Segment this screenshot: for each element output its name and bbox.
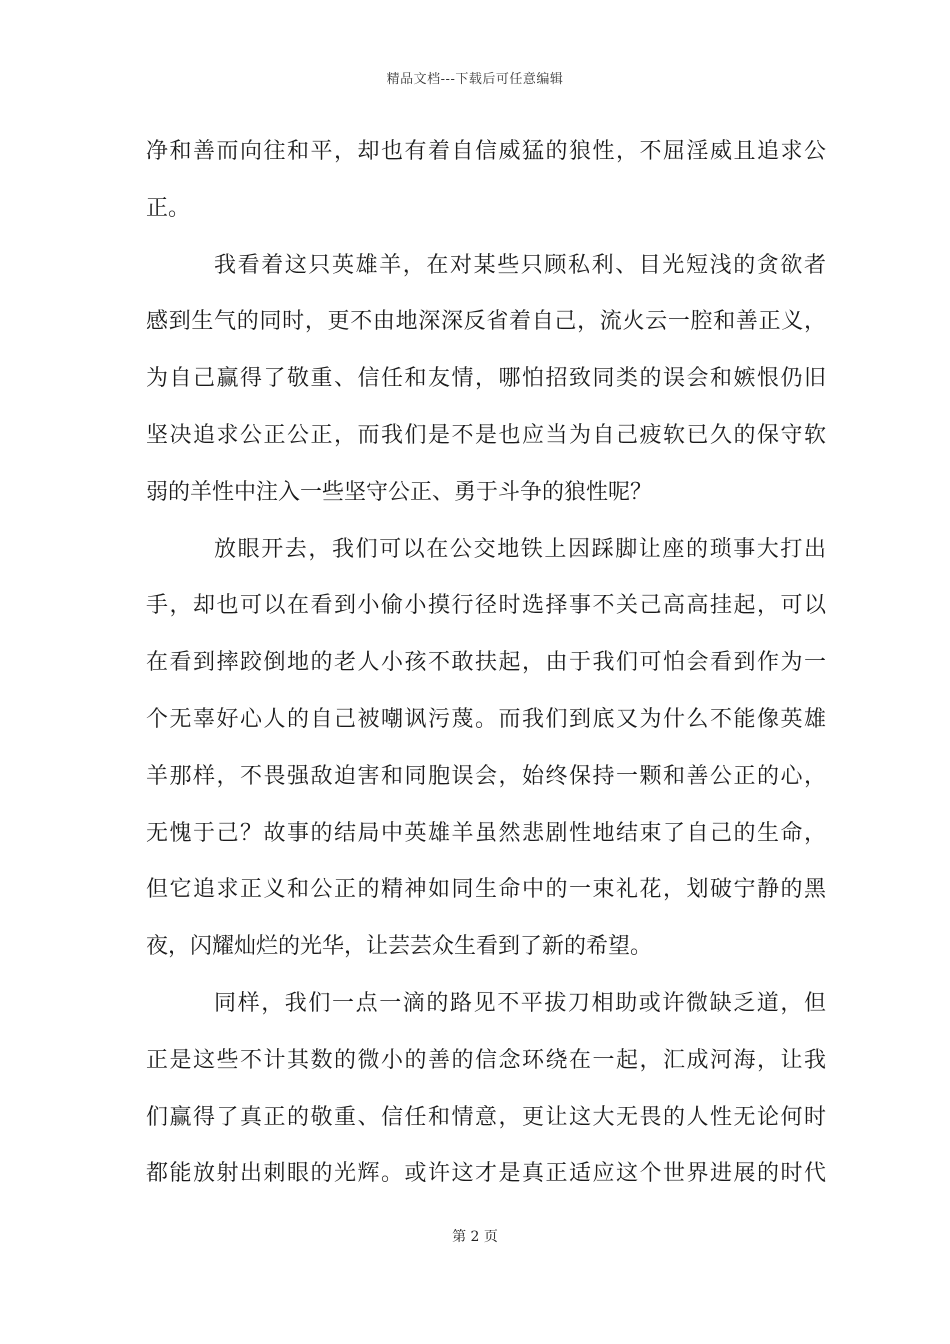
text-line: 但它追求正义和公正的精神如同生命中的一束礼花，划破宁静的黑: [146, 877, 826, 903]
text-line: 感到生气的同时，更不由地深深反省着自己，流火云一腔和善正义，: [146, 309, 826, 335]
text-line: 无愧于己？故事的结局中英雄羊虽然悲剧性地结束了自己的生命，: [146, 820, 826, 846]
body-text: [146, 129, 826, 1208]
text-line: 正。: [146, 195, 191, 221]
text-line: 个无辜好心人的自己被嘲讽污蔑。而我们到底又为什么不能像英雄: [146, 706, 826, 732]
text-line: 们赢得了真正的敬重、信任和情意，更让这大无畏的人性无论何时: [146, 1104, 826, 1130]
text-line: 坚决追求公正公正，而我们是不是也应当为自己疲软已久的保守软: [146, 422, 826, 448]
page-number: 第 2 页: [452, 1229, 498, 1245]
text-line: 弱的羊性中注入一些坚守公正、勇于斗争的狼性呢？: [146, 479, 653, 505]
text-line: 净和善而向往和平，却也有着自信威猛的狼性，不屈淫威且追求公: [146, 139, 826, 164]
text-line: 都能放射出刺眼的光辉。或许这才是真正适应这个世界进展的时代: [146, 1161, 826, 1187]
text-line: 同样，我们一点一滴的路见不平拔刀相助或许微缺乏道，但: [214, 990, 826, 1016]
text-line: 夜，闪耀灿烂的光华，让芸芸众生看到了新的希望。: [146, 934, 653, 960]
text-line: 羊那样，不畏强敌迫害和同胞误会，始终保持一颗和善公正的心，: [146, 763, 826, 789]
text-line: 正是这些不计其数的微小的善的信念环绕在一起，汇成河海，让我: [146, 1047, 826, 1073]
text-line: 我看着这只英雄羊，在对某些只顾私利、目光短浅的贪欲者: [214, 252, 826, 278]
text-line: 在看到摔跤倒地的老人小孩不敢扶起，由于我们可怕会看到作为一: [146, 650, 826, 676]
text-line: 放眼开去，我们可以在公交地铁上因踩脚让座的琐事大打出: [214, 536, 826, 562]
text-line: 手，却也可以在看到小偷小摸行径时选择事不关己高高挂起，可以: [146, 593, 826, 619]
text-line: 为自己赢得了敬重、信任和友情，哪怕招致同类的误会和嫉恨仍旧: [146, 366, 826, 392]
page-header: 精品文档---下载后可任意编辑: [386, 72, 564, 87]
